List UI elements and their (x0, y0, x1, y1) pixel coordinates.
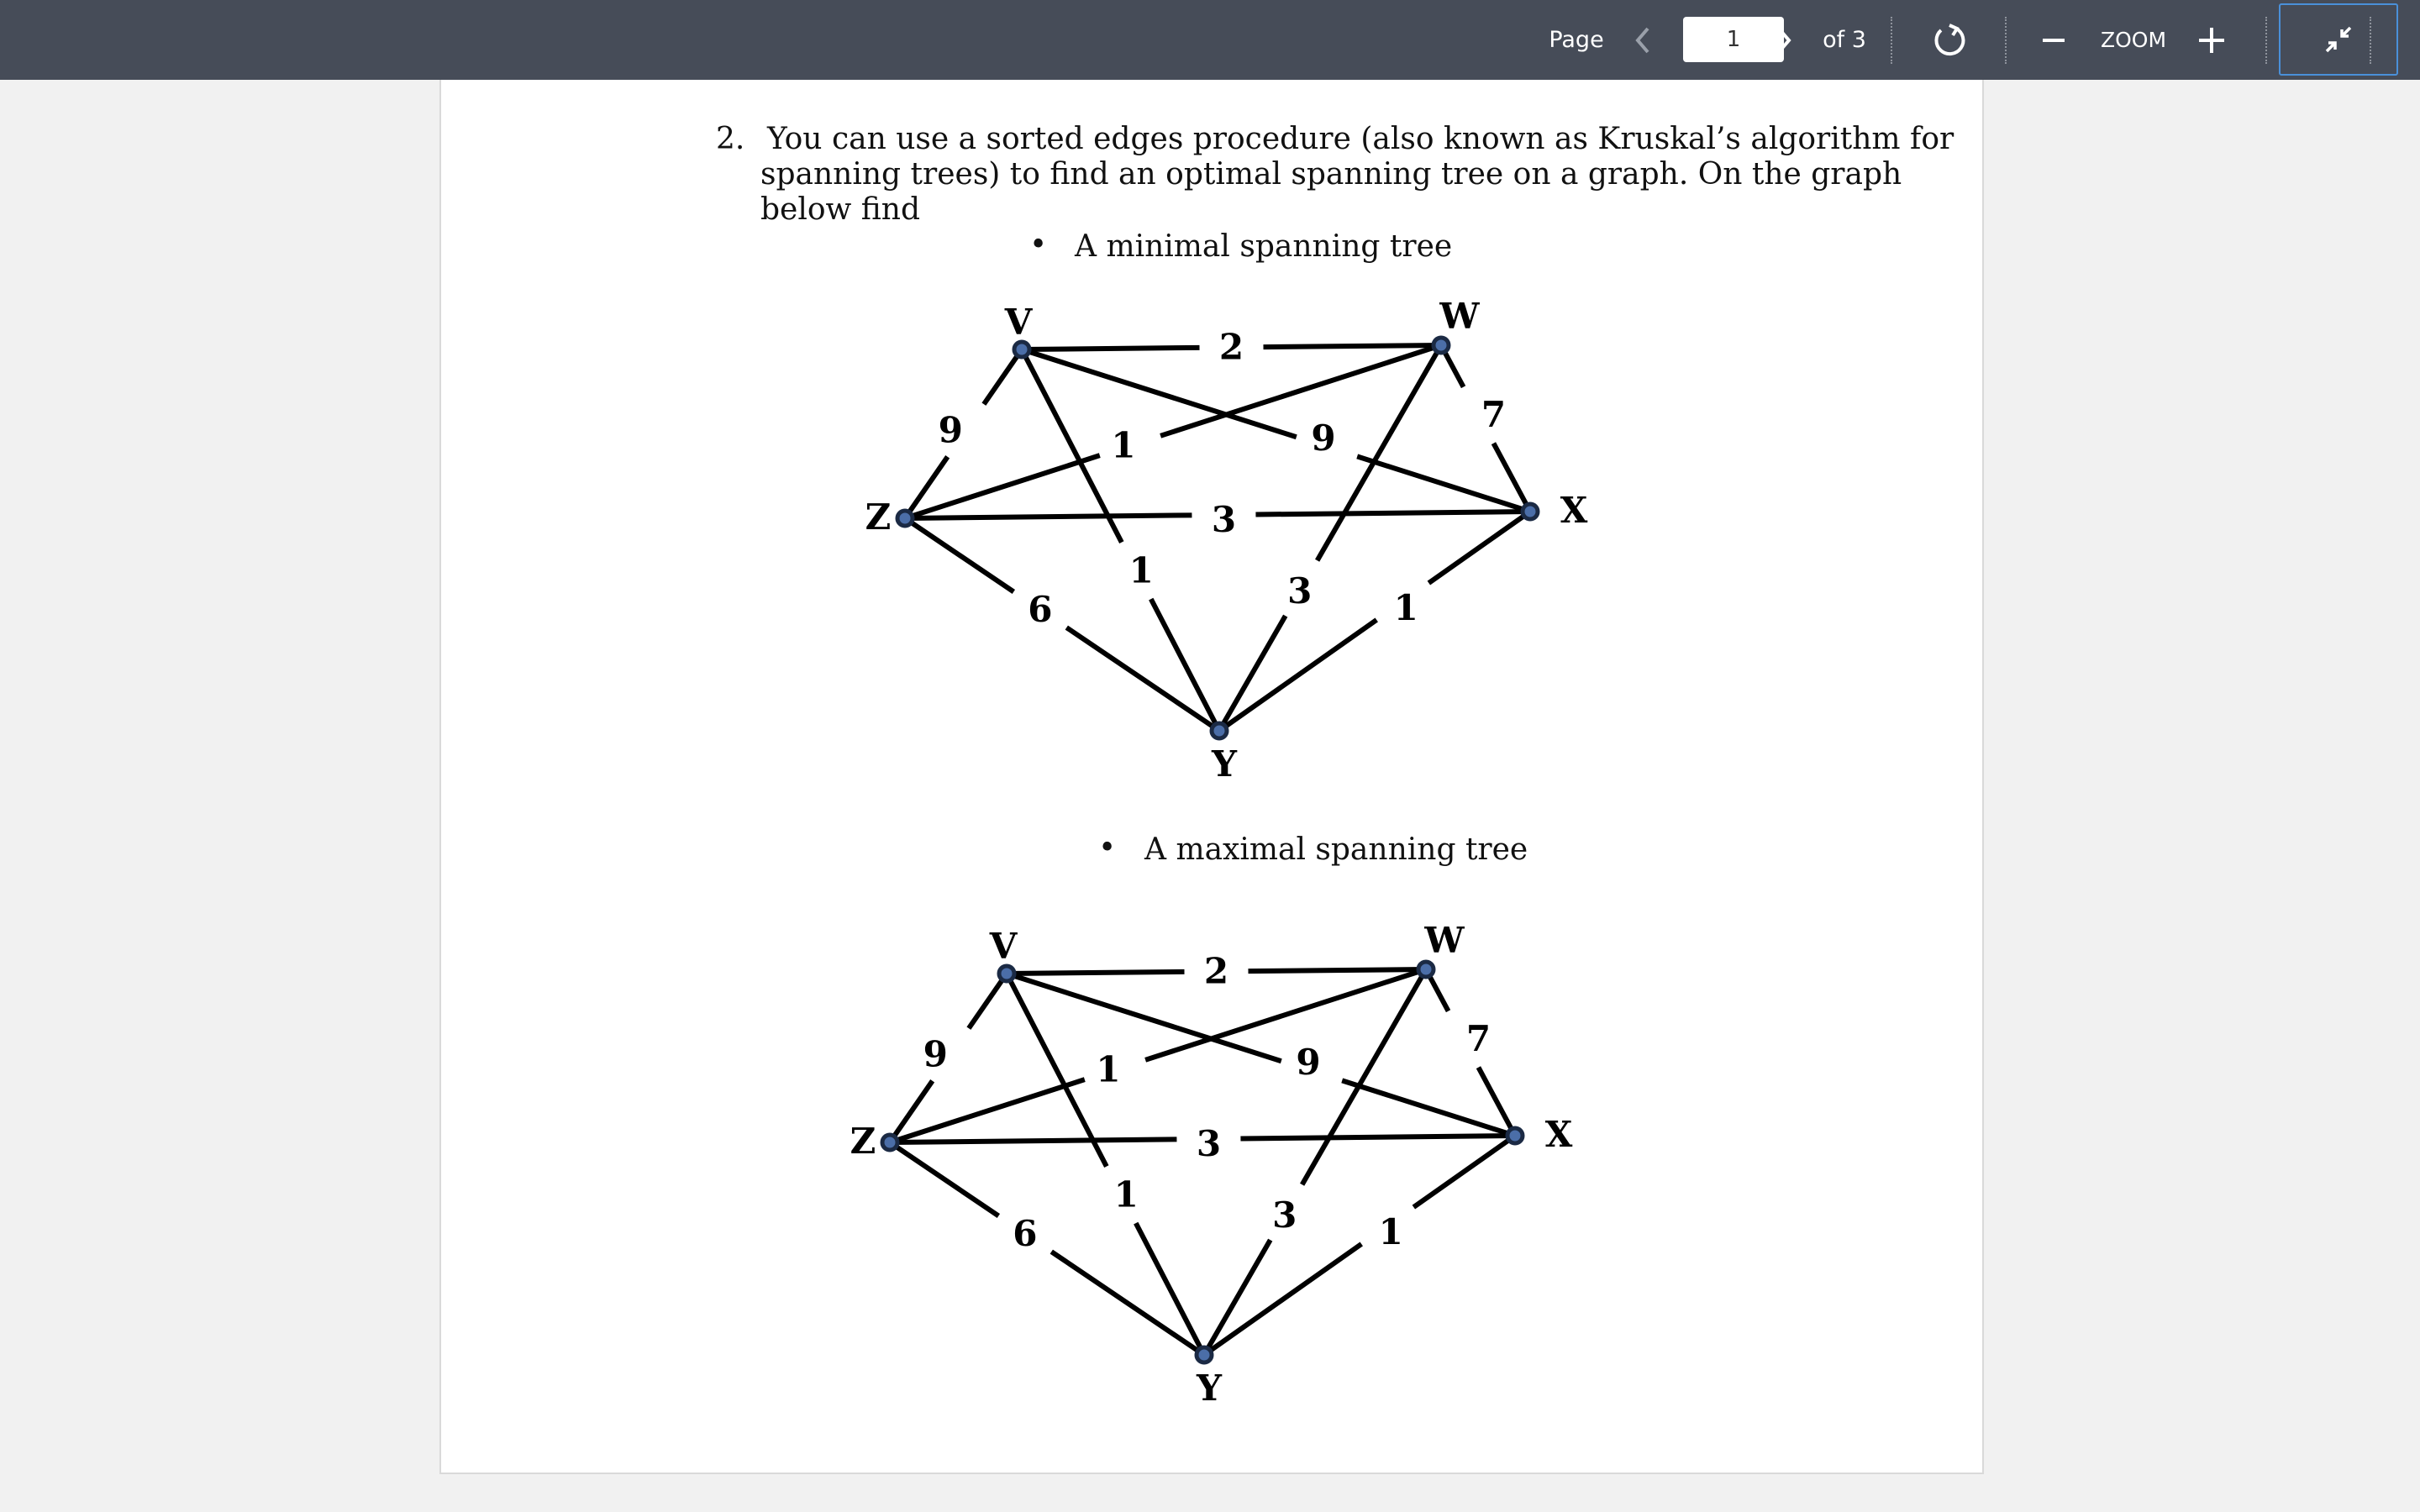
toolbar-divider (2370, 17, 2371, 64)
previous-page-button[interactable] (1628, 0, 1659, 80)
node-x (1523, 504, 1538, 519)
edge-weight-label: 1 (1128, 549, 1154, 591)
chevron-left-icon (1633, 25, 1655, 55)
edge-z-x (1255, 512, 1530, 515)
toolbar-divider (2265, 17, 2267, 64)
node-y (1212, 723, 1227, 738)
rotate-icon (1931, 22, 1968, 59)
rotate-button[interactable] (1929, 0, 1970, 80)
edge-v-y (1136, 1223, 1204, 1355)
bullet-icon: • (1029, 228, 1048, 262)
edge-z-x (1240, 1136, 1515, 1139)
edge-v-w (1248, 969, 1426, 971)
node-w (1418, 962, 1434, 977)
edge-w-z (905, 455, 1100, 518)
edge-z-v (984, 349, 1022, 404)
toolbar-divider (2005, 17, 2007, 64)
edge-x-y (1204, 1244, 1361, 1355)
node-x (1507, 1128, 1523, 1143)
edge-weight-label: 3 (1196, 1122, 1222, 1164)
edge-w-y (1219, 616, 1286, 731)
page-count: of 3 (1823, 27, 1866, 53)
viewer-toolbar (0, 0, 2420, 80)
edge-v-y (1151, 599, 1219, 731)
node-label-w: W (1424, 920, 1465, 961)
edge-x-y (1219, 620, 1376, 731)
page-label: Page (1549, 27, 1604, 53)
zoom-out-icon (2041, 28, 2066, 53)
edge-weight-label: 6 (1013, 1212, 1038, 1254)
node-w (1434, 338, 1449, 353)
exit-fullscreen-button[interactable] (2279, 3, 2398, 76)
node-z (897, 511, 913, 526)
node-label-w: W (1439, 296, 1480, 337)
node-label-v: V (1004, 302, 1033, 343)
edge-weight-label: 9 (1311, 417, 1336, 459)
node-label-z: Z (865, 496, 892, 538)
edge-v-w (1263, 345, 1441, 347)
edge-weight-label: 9 (1296, 1041, 1321, 1083)
edge-weight-label: 9 (938, 409, 963, 451)
exit-fullscreen-icon (2322, 23, 2355, 56)
edge-weight-label: 6 (1028, 588, 1053, 630)
edge-weight-label: 3 (1287, 570, 1313, 612)
node-label-v: V (989, 926, 1018, 967)
question-number: 2. (716, 122, 745, 156)
edge-w-z (890, 1079, 1085, 1142)
edge-z-y (1066, 627, 1219, 731)
edge-weight-label: 1 (1111, 424, 1136, 466)
graph-diagrams (441, 80, 1986, 1474)
edge-weight-label: 1 (1113, 1173, 1139, 1215)
edge-v-w (1022, 348, 1200, 349)
maximal-graph (850, 920, 1573, 1409)
edge-weight-label: 9 (923, 1033, 948, 1075)
edge-weight-label: 3 (1272, 1194, 1297, 1236)
edge-weight-label: 7 (1481, 394, 1507, 436)
edge-z-y (1051, 1252, 1204, 1355)
bullet-icon: • (1098, 831, 1117, 865)
minimal-graph (865, 296, 1588, 785)
edge-weight-label: 1 (1393, 587, 1418, 629)
chevron-right-icon (1772, 25, 1794, 55)
zoom-in-icon (2197, 26, 2226, 55)
zoom-label: ZOOM (2100, 28, 2167, 52)
node-label-x: X (1544, 1114, 1573, 1155)
toolbar-divider (1891, 17, 1892, 64)
edge-x-y (1413, 1136, 1515, 1207)
edge-z-y (890, 1142, 998, 1215)
node-v (1014, 342, 1029, 357)
edge-weight-label: 3 (1211, 498, 1237, 540)
node-label-y: Y (1197, 1368, 1222, 1409)
node-z (882, 1135, 897, 1150)
question-text-line-1: You can use a sorted edges procedure (also known as Kruskal’s algorithm for (767, 122, 1954, 156)
edge-z-x (905, 515, 1192, 518)
question-text-line-2: spanning trees) to find an optimal spanning tree on a graph. On the graph (760, 157, 1902, 192)
edge-weight-label: 7 (1465, 1018, 1491, 1060)
edge-x-y (1428, 512, 1530, 583)
edge-z-v (969, 974, 1007, 1028)
edge-weight-label: 1 (1096, 1048, 1121, 1090)
node-y (1197, 1347, 1212, 1362)
node-label-x: X (1560, 490, 1588, 531)
edge-w-y (1204, 1240, 1270, 1355)
edge-z-y (905, 518, 1013, 591)
edge-weight-label: 1 (1378, 1211, 1403, 1253)
edge-weight-label: 2 (1203, 950, 1229, 992)
zoom-in-button[interactable] (2195, 0, 2228, 80)
document-page (439, 80, 1984, 1474)
bullet-maximal-spanning-tree: A maximal spanning tree (1144, 832, 1528, 867)
bullet-minimal-spanning-tree: A minimal spanning tree (1075, 229, 1453, 264)
next-page-button[interactable] (1768, 0, 1798, 80)
node-v (999, 966, 1014, 981)
edge-weight-label: 2 (1218, 326, 1244, 368)
edge-v-w (1007, 972, 1185, 974)
node-label-z: Z (850, 1121, 876, 1162)
question-text-line-3: below find (760, 192, 921, 227)
edge-z-x (890, 1139, 1176, 1142)
node-label-y: Y (1212, 743, 1237, 785)
zoom-out-button[interactable] (2037, 0, 2070, 80)
